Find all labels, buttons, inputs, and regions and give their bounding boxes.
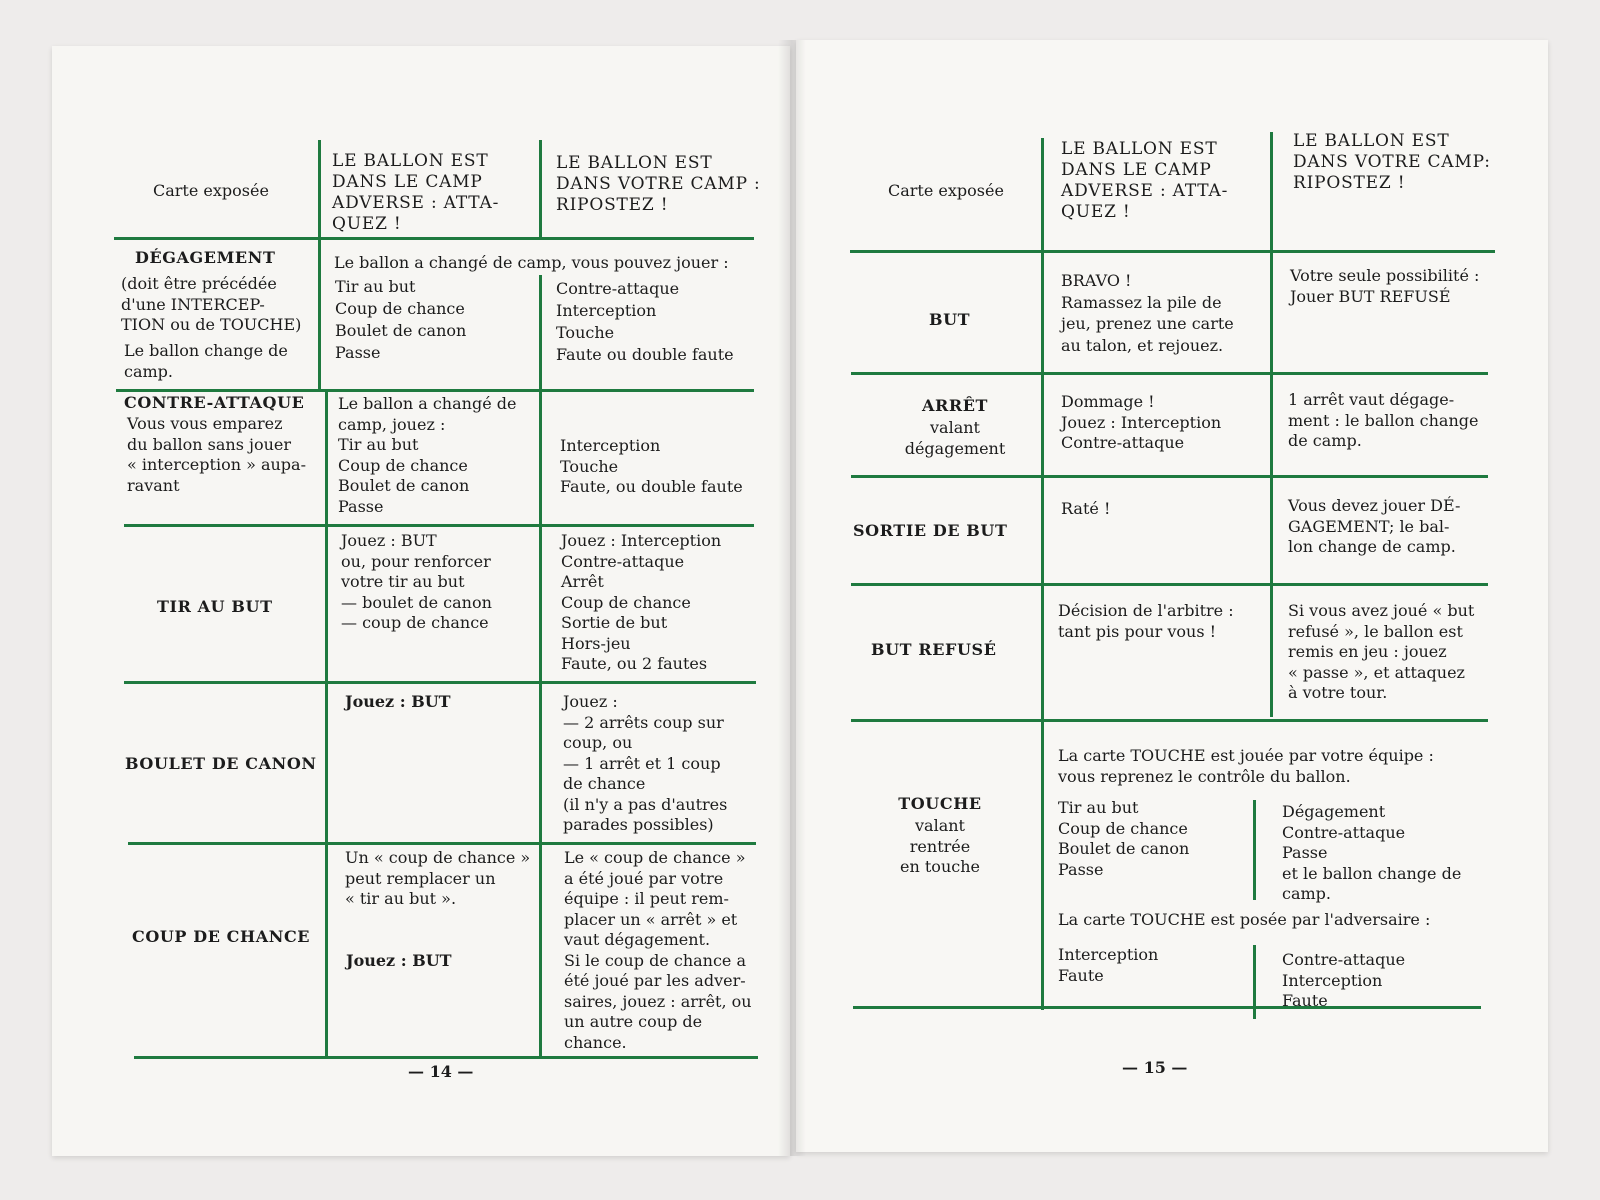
tir-au-but-defense: Jouez : Interception Contre-attaque Arrêt Coup de chance Sortie de but Hors-jeu Faute, ou 2 fautes [561, 531, 722, 673]
coup-de-chance-defense: Le « coup de chance » a été joué par votre équipe : il peut rem- placer un « arrêt » et vaut dégagement. Si le coup de chance a été joué par les adver- saires, jouez : arrêt, ou un autre coup de chance. [564, 848, 752, 1052]
card-contre-attaque-desc: Vous vous emparez du ballon sans jouer « interception » aupa- ravant [127, 414, 306, 495]
rule [850, 250, 1495, 253]
rule [128, 842, 756, 845]
rule [1253, 945, 1256, 1019]
sortie-de-but-defense: Vous devez jouer DÉ- GAGEMENT; le bal- lon change de camp. [1288, 496, 1461, 556]
contre-attaque-defense: Interception Touche Faute, ou double faute [560, 436, 743, 496]
header-your-camp-right: LE BALLON EST DANS VOTRE CAMP: RIPOSTEZ ! [1293, 131, 1491, 193]
card-boulet-de-canon-title: BOULET DE CANON [125, 754, 317, 773]
boulet-de-canon-attack: Jouez : BUT [345, 692, 451, 711]
rule [851, 583, 1488, 586]
coup-de-chance-attack: Un « coup de chance » peut remplacer un « tir au but ». [345, 848, 531, 908]
degagement-attack: Tir au but Coup de chance Boulet de canon Passe [335, 277, 467, 362]
book-gutter [778, 40, 806, 1156]
touche-span-text-2: La carte TOUCHE est posée par l'adversaire : [1058, 910, 1431, 929]
tir-au-but-attack: Jouez : BUT ou, pour renforcer votre tir au but — boulet de canon — coup de chance [341, 531, 492, 632]
card-touche-sub: valant rentrée en touche [900, 816, 980, 876]
touche-attack: Tir au but Coup de chance Boulet de canon Passe [1058, 798, 1190, 879]
sortie-de-but-attack: Raté ! [1061, 499, 1111, 518]
rule [1270, 132, 1273, 717]
arret-attack: Dommage ! Jouez : Interception Contre-attaque [1061, 392, 1222, 452]
but-refuse-attack: Décision de l'arbitre : tant pis pour vous ! [1058, 601, 1234, 641]
rule [124, 524, 754, 527]
header-card-exposed-right: Carte exposée [888, 181, 1004, 200]
but-defense: Votre seule possibilité : Jouer BUT REFUSÉ [1290, 266, 1480, 306]
card-degagement-desc: (doit être précédée d'une INTERCEP- TION ou de TOUCHE) [121, 274, 302, 334]
but-attack: BRAVO ! Ramassez la pile de jeu, prenez une carte au talon, et rejouez. [1061, 271, 1234, 355]
degagement-span-text: Le ballon a changé de camp, vous pouvez jouer : [334, 253, 729, 272]
degagement-defense: Contre-attaque Interception Touche Faute ou double faute [556, 279, 734, 364]
header-card-exposed: Carte exposée [153, 181, 269, 200]
rule [539, 275, 542, 1057]
card-touche-title: TOUCHE [898, 794, 982, 813]
rule [851, 475, 1488, 478]
arret-defense: 1 arrêt vaut dégage- ment : le ballon change de camp. [1288, 390, 1479, 450]
card-but-title: BUT [929, 310, 971, 329]
rule [1041, 138, 1044, 1010]
contre-attaque-attack: Le ballon a changé de camp, jouez : Tir au but Coup de chance Boulet de canon Passe [338, 394, 517, 516]
header-opponent-camp: LE BALLON EST DANS LE CAMP ADVERSE : ATTA- QUEZ ! [332, 151, 500, 234]
card-coup-de-chance-title: COUP DE CHANCE [132, 927, 311, 946]
boulet-de-canon-defense: Jouez : — 2 arrêts coup sur coup, ou — 1 arrêt et 1 coup de chance (il n'y a pas d'autres parades possibles) [563, 692, 728, 834]
rule [851, 372, 1488, 375]
touche-attack-b: Interception Faute [1058, 945, 1159, 985]
card-degagement-note: Le ballon change de camp. [124, 341, 288, 381]
rule [318, 140, 321, 390]
header-opponent-camp-right: LE BALLON EST DANS LE CAMP ADVERSE : ATTA- QUEZ ! [1061, 139, 1229, 222]
page-number-right: — 15 — [1122, 1058, 1188, 1077]
card-but-refuse-title: BUT REFUSÉ [871, 640, 997, 659]
rule [539, 140, 542, 240]
rule [851, 719, 1488, 722]
touche-defense-b: Contre-attaque Interception Faute [1282, 950, 1406, 1010]
card-arret-title: ARRÊT [921, 396, 989, 415]
card-tir-au-but-title: TIR AU BUT [157, 597, 273, 616]
coup-de-chance-attack-play: Jouez : BUT [346, 951, 452, 970]
rule [325, 389, 328, 1057]
card-contre-attaque-title: CONTRE-ATTAQUE [124, 393, 305, 412]
rule [124, 681, 756, 684]
card-degagement-title: DÉGAGEMENT [135, 248, 276, 267]
rule [116, 389, 754, 392]
header-your-camp: LE BALLON EST DANS VOTRE CAMP : RIPOSTEZ ! [556, 153, 761, 215]
touche-span-text-1: La carte TOUCHE est jouée par votre équipe : vous reprenez le contrôle du ballon. [1058, 746, 1434, 786]
rule [114, 237, 754, 240]
but-refuse-defense: Si vous avez joué « but refusé », le ballon est remis en jeu : jouez « passe », et attaquez à votre tour. [1288, 601, 1475, 702]
card-sortie-de-but-title: SORTIE DE BUT [853, 521, 1008, 540]
rule [1253, 800, 1256, 900]
page-number-left: — 14 — [408, 1062, 474, 1081]
touche-defense: Dégagement Contre-attaque Passe et le ballon change de camp. [1282, 802, 1462, 903]
card-arret-sub: valant dégagement [904, 418, 1006, 458]
rule [134, 1056, 758, 1059]
